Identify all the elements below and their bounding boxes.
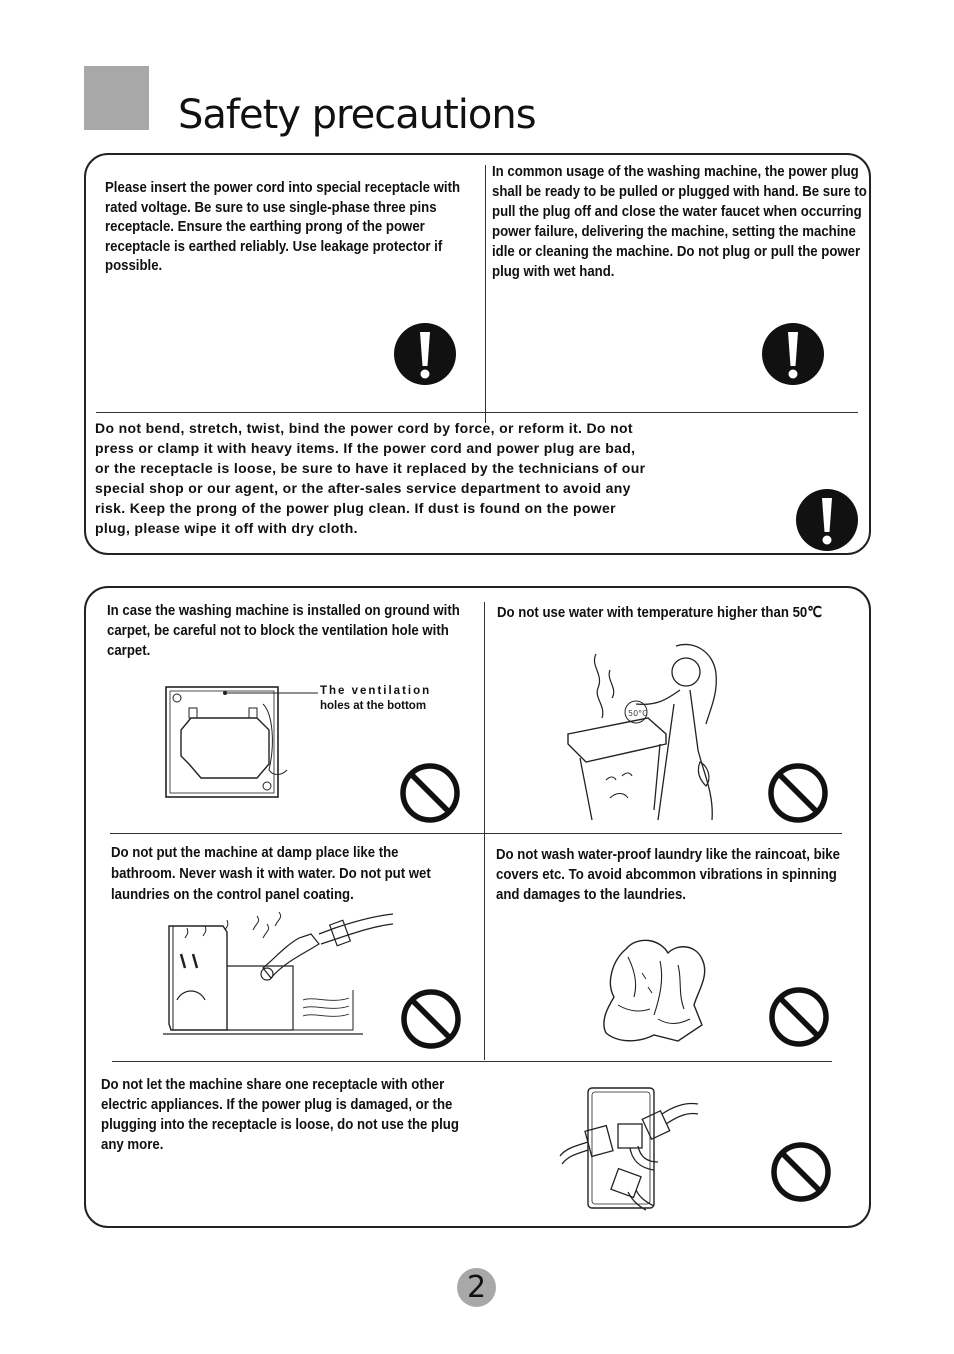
page-number-badge <box>457 1268 496 1307</box>
prohibition-circle-icon <box>400 988 462 1050</box>
warning-text-power-cord-damage: Do not bend, stretch, twist, bind the power cord by force, or reform it. Do not press or clamp it with heavy items. If the power cord and power plug are bad, or the receptacle is loose, be sure to have it replaced by the technicians of our special shop or our agent, or the after-sales service department to avoid any risk. Keep the prong of the power plug clean. If dust is found on the power plug, please wipe it off with dry cloth. <box>95 420 646 536</box>
washing-machine-spray-illustration <box>163 908 395 1038</box>
warning-text-power-plug-usage: In common usage of the washing machine, the power plug shall be ready to be pulled or plugged with hand. Be sure to pull the plug off and close the water faucet when occurring power failure, delivering the machine, setting the machine idle or cleaning the machine. Do not plug or pull the power plug with wet hand. <box>492 163 867 280</box>
exclamation-mark-icon <box>761 322 825 386</box>
thermometer-label: 50°C <box>628 709 648 718</box>
page-number: 2 <box>466 1269 487 1305</box>
prohibition-circle-icon <box>399 762 461 824</box>
hot-water-illustration <box>566 634 728 824</box>
panel1-vertical-divider <box>485 165 486 423</box>
prohibition-text-carpet-ventilation: In case the washing machine is installed on ground with carpet, be careful not to block the ventilation hole with carpet. <box>107 602 460 659</box>
prohibition-text-water-temperature: Do not use water with temperature higher than 50℃ <box>497 604 823 621</box>
exclamation-mark-icon <box>795 488 859 552</box>
raincoat-illustration <box>598 935 716 1047</box>
header-square <box>84 66 149 130</box>
warning-text-power-cord-receptacle: Please insert the power cord into special receptacle with rated voltage. Be sure to use single-phase three pins receptacle. Ensure the earthing prong of the power receptacle is earthed reliably. Use leakage protector if possible. <box>105 179 461 274</box>
prohibition-text-shared-receptacle: Do not let the machine share one receptacle with other electric appliances. If the power plug is damaged, or the plugging into the receptacle is loose, do not use the plug any more. <box>101 1076 459 1153</box>
ventilation-caption-line2: holes at the bottom <box>320 700 427 712</box>
prohibition-circle-icon <box>768 986 830 1048</box>
prohibition-circle-icon <box>767 762 829 824</box>
panel2-horizontal-divider-1 <box>110 833 842 834</box>
ventilation-caption-line1: The ventilation <box>320 685 432 697</box>
multi-plug-receptacle-illustration <box>558 1084 700 1212</box>
prohibition-text-damp-place: Do not put the machine at damp place like the bathroom. Never wash it with water. Do not put wet laundries on the control panel coating. <box>111 844 431 903</box>
panel2-horizontal-divider-2 <box>112 1061 832 1062</box>
prohibition-text-waterproof-laundry: Do not wash water-proof laundry like the raincoat, bike covers etc. To avoid abcommon vibrations in spinning and damages to the laundries. <box>496 846 840 903</box>
panel1-horizontal-divider <box>96 412 858 413</box>
panel2-vertical-divider <box>484 602 485 1060</box>
prohibition-circle-icon <box>770 1141 832 1203</box>
exclamation-mark-icon <box>393 322 457 386</box>
page-title: Safety precautions <box>178 92 536 138</box>
machine-bottom-diagram <box>163 684 323 800</box>
